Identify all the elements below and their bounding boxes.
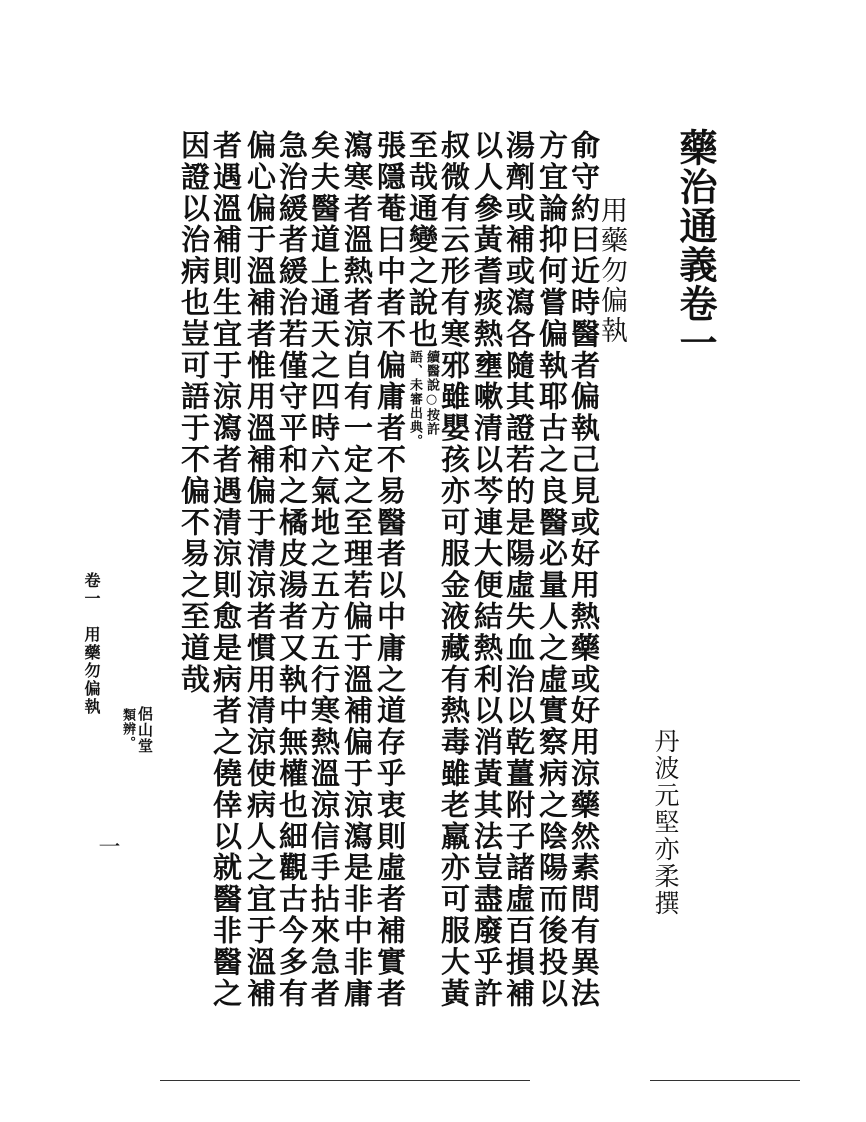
text-column-5: 叔微有云形有寒邪雖嬰孩亦可服金液藏有熱毒雖老羸亦可服大黃 [437, 130, 471, 1010]
bottom-rule-right [650, 1080, 800, 1081]
text-column-11: 偏心偏于溫補者惟用溫補偏于清涼者慣用清涼使病人之宜于溫補 [243, 130, 277, 1010]
text-column-1: 俞守約曰近時醫者偏執己見或好用熱藥或好用涼藥然素問有異法 [567, 130, 601, 1010]
page-number: 一 [95, 835, 120, 857]
text-column-8: 瀉寒者溫熱者涼自有一定之至理若偏于溫補偏于涼瀉是非中非庸 [340, 130, 374, 1010]
text-column-6: 至哉通變之說也 [405, 130, 439, 350]
annotation-note-2a: 侶山堂 [136, 706, 154, 754]
text-column-2: 方宜論抑何嘗偏執耶古之良醫必量人之虛實察病之陰陽而後投以 [535, 130, 569, 1010]
annotation-note-2b: 類辨。 [120, 708, 135, 750]
margin-running-title: 卷一 用藥勿偏執 [82, 572, 101, 716]
book-title: 藥治通義卷一 [673, 128, 718, 362]
text-column-10: 急治緩者緩治若僅守平和之橘皮湯者又執中無權也細觀古今多有 [275, 130, 309, 1010]
text-column-3: 湯劑或補或瀉各隨其證若的是陽虛失血治以乾薑附子諸虛百損補 [502, 130, 536, 1010]
annotation-note-1b: 語、未審出典。 [407, 350, 422, 448]
text-column-9: 矣夫醫道上通天之四時六氣地之五方五行寒熱溫涼信手拈來急者 [307, 130, 341, 1010]
section-heading: 用藥勿偏執 [596, 196, 627, 346]
text-column-7: 張隱菴曰中者不偏庸者不易醫者以中庸之道存乎衷則虛者補實者 [373, 130, 407, 1010]
text-column-4: 以人參黃耆痰熱壅嗽清以芩連大便結熱利以消黃其法豈盡廢乎許 [470, 130, 504, 1010]
author-line: 丹波元堅亦柔撰 [651, 728, 680, 917]
text-column-13: 因證以治病也豈可語于不偏不易之至道哉 [177, 130, 211, 696]
bottom-rule-left [160, 1080, 530, 1081]
annotation-note-1a: 續醫說○按許 [424, 350, 439, 436]
text-column-12: 者遇溫補則生宜于涼瀉者遇清涼則愈是病者之僥倖以就醫非醫之 [209, 130, 243, 1010]
